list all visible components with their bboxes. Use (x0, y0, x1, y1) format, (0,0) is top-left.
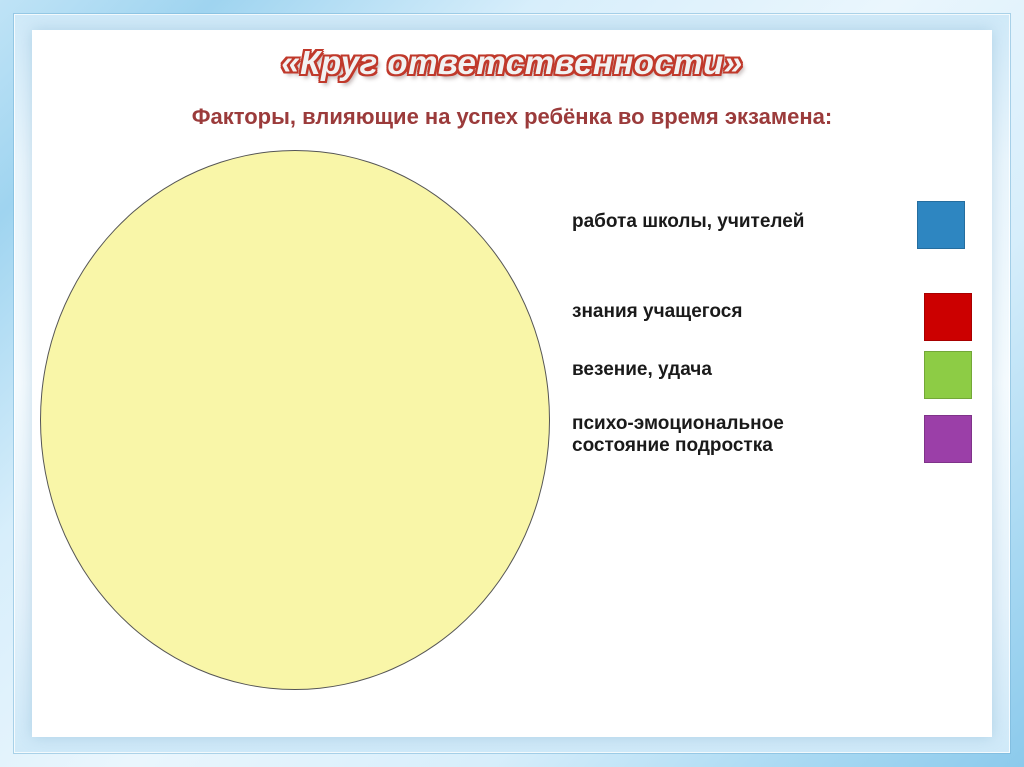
legend-swatch-luck (924, 351, 972, 399)
responsibility-circle (40, 150, 550, 690)
legend-label-luck: везение, удача (572, 359, 712, 380)
legend-label-emotional-state: психо-эмоциональное состояние подростка (572, 413, 784, 457)
legend-label-school: работа школы, учителей (572, 211, 805, 232)
legend-swatch-knowledge (924, 293, 972, 341)
legend-label-knowledge: знания учащегося (572, 301, 743, 322)
page-title: «Круг ответственности» (281, 44, 743, 81)
slide-canvas (32, 30, 992, 737)
slide-subtitle: Факторы, влияющие на успех ребёнка во время экзамена: (191, 104, 833, 129)
legend-swatch-emotional-state (924, 415, 972, 463)
legend-swatch-school (917, 201, 965, 249)
